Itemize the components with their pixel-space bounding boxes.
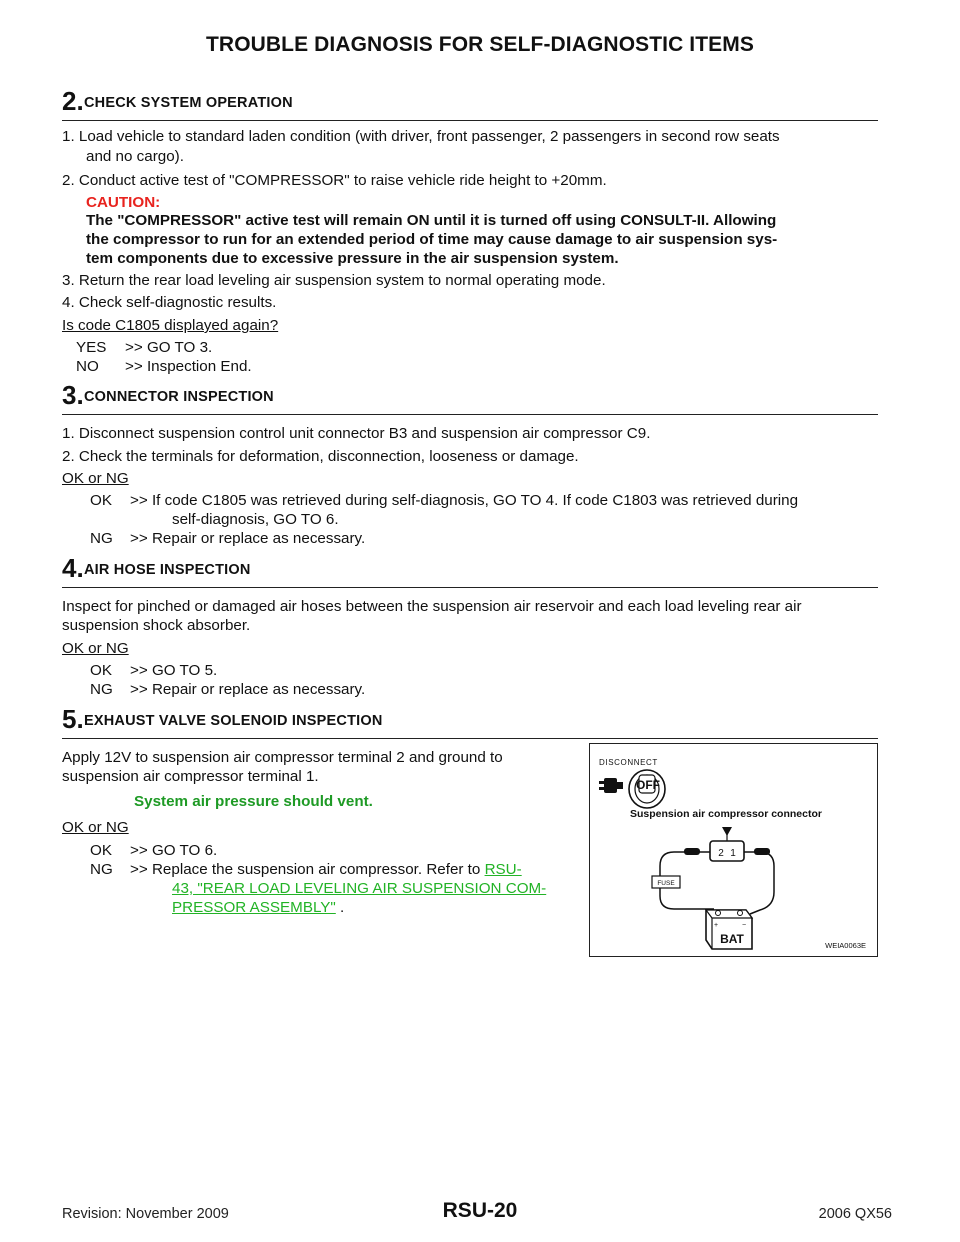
step-2-item-3: 3. Return the rear load leveling air suspension system to normal operating mode. [62,272,606,289]
answer-key: NO [76,358,99,375]
step-number: 5. [62,704,84,734]
step-title: CONNECTOR INSPECTION [84,389,274,405]
footer-revision: Revision: November 2009 [62,1206,229,1222]
question-text: OK or NG [62,470,129,487]
step-5-text-2: suspension air compressor terminal 1. [62,768,319,785]
caution-text-2: the compressor to run for an extended period of time may cause damage to air suspension sys- [86,231,778,248]
answer-ng [62,679,906,700]
step-4-question [62,638,878,659]
step-5-question [62,817,578,838]
answer-key: YES [76,339,107,356]
expected-result: System air pressure should vent. [134,793,373,810]
step-2-item-1-cont: and no cargo). [86,148,184,165]
step-2-question [62,315,878,336]
compressor-connector-icon [710,827,744,861]
reference-link-end[interactable]: PRESSOR ASSEMBLY" [172,899,336,916]
answer-ok-cont: self-diagnosis, GO TO 6. [172,511,339,528]
answer-value: >> Repair or replace as necessary. [130,681,366,698]
answer-key: NG [90,861,113,878]
answer-ng [62,528,906,549]
step-3-item-2: 2. Check the terminals for deformation, disconnection, looseness or damage. [62,448,579,465]
link-suffix: . [335,899,345,916]
battery-label: BAT [720,932,744,946]
step-2-heading [62,86,878,121]
answer-key: NG [90,681,113,698]
answer-value: >> Replace the suspension air compressor. Refer to [130,861,485,878]
step-title: CHECK SYSTEM OPERATION [84,95,293,111]
wiring-figure [589,743,878,957]
ignition-off-icon [629,770,665,808]
caution-label: CAUTION: [86,194,161,211]
battery-plus-label: + [714,922,719,929]
step-2-item-4: 4. Check self-diagnostic results. [62,294,277,311]
step-4-heading [62,553,878,588]
answer-value: >> GO TO 6. [130,842,218,859]
figure-code: WEIA0063E [825,941,866,950]
step-5-heading [62,704,878,739]
step-title: EXHAUST VALVE SOLENOID INSPECTION [84,713,383,729]
off-label: OFF [636,778,660,792]
answer-key: OK [90,842,112,859]
answer-key: NG [90,530,113,547]
step-number: 4. [62,553,84,583]
step-4-text-1: Inspect for pinched or damaged air hoses between the suspension air reservoir and each load leveling rear air [62,598,802,615]
step-3-item-1: 1. Disconnect suspension control unit connector B3 and suspension air compressor C9. [62,425,651,442]
answer-value: >> Inspection End. [125,358,252,375]
wiring-diagram [590,744,876,955]
fuse-icon [652,876,680,888]
step-number: 3. [62,380,84,410]
step-number: 2. [62,86,84,116]
connector-label: Suspension air compressor connector [630,808,822,820]
answer-key: OK [90,492,112,509]
answer-value: >> GO TO 3. [125,339,213,356]
answer-value: >> If code C1805 was retrieved during self-diagnosis, GO TO 4. If code C1803 was retrieved during [130,492,799,509]
step-3-question [62,468,878,489]
battery-minus-label: − [742,922,747,929]
question-text: OK or NG [62,640,129,657]
reference-link[interactable]: RSU- [484,861,522,878]
fuse-label: FUSE [657,880,675,887]
answer-value: >> GO TO 5. [130,662,218,679]
caution-text-1: The "COMPRESSOR" active test will remain ON until it is turned off using CONSULT-II. Allowing [86,212,777,229]
answer-ng-cont-2 [172,897,577,918]
disconnect-plug-icon [599,778,623,793]
caution-text-3: tem components due to excessive pressure in the air suspension system. [86,250,619,267]
battery-icon [706,910,752,949]
terminal-2-label: 2 [718,848,724,859]
question-text: Is code C1805 displayed again? [62,317,279,334]
step-3-heading [62,380,878,415]
step-2-item-1: 1. Load vehicle to standard laden condition (with driver, front passenger, 2 passengers in second row seats [62,128,780,145]
step-5-text-1: Apply 12V to suspension air compressor terminal 2 and ground to [62,749,503,766]
page-title: TROUBLE DIAGNOSIS FOR SELF-DIAGNOSTIC ITEMS [206,33,754,56]
answer-value: >> Repair or replace as necessary. [130,530,366,547]
terminal-1-label: 1 [730,848,736,859]
footer-page-number: RSU-20 [442,1199,518,1222]
question-text: OK or NG [62,819,129,836]
step-title: AIR HOSE INSPECTION [84,562,251,578]
step-4-text-2: suspension shock absorber. [62,617,251,634]
reference-link-cont[interactable]: 43, "REAR LOAD LEVELING AIR SUSPENSION COM- [172,880,547,897]
step-2-item-2: 2. Conduct active test of "COMPRESSOR" to raise vehicle ride height to +20mm. [62,172,607,189]
answer-key: OK [90,662,112,679]
disconnect-label: DISCONNECT [599,758,658,767]
answer-no [62,356,892,377]
footer-model: 2006 QX56 [818,1206,892,1222]
